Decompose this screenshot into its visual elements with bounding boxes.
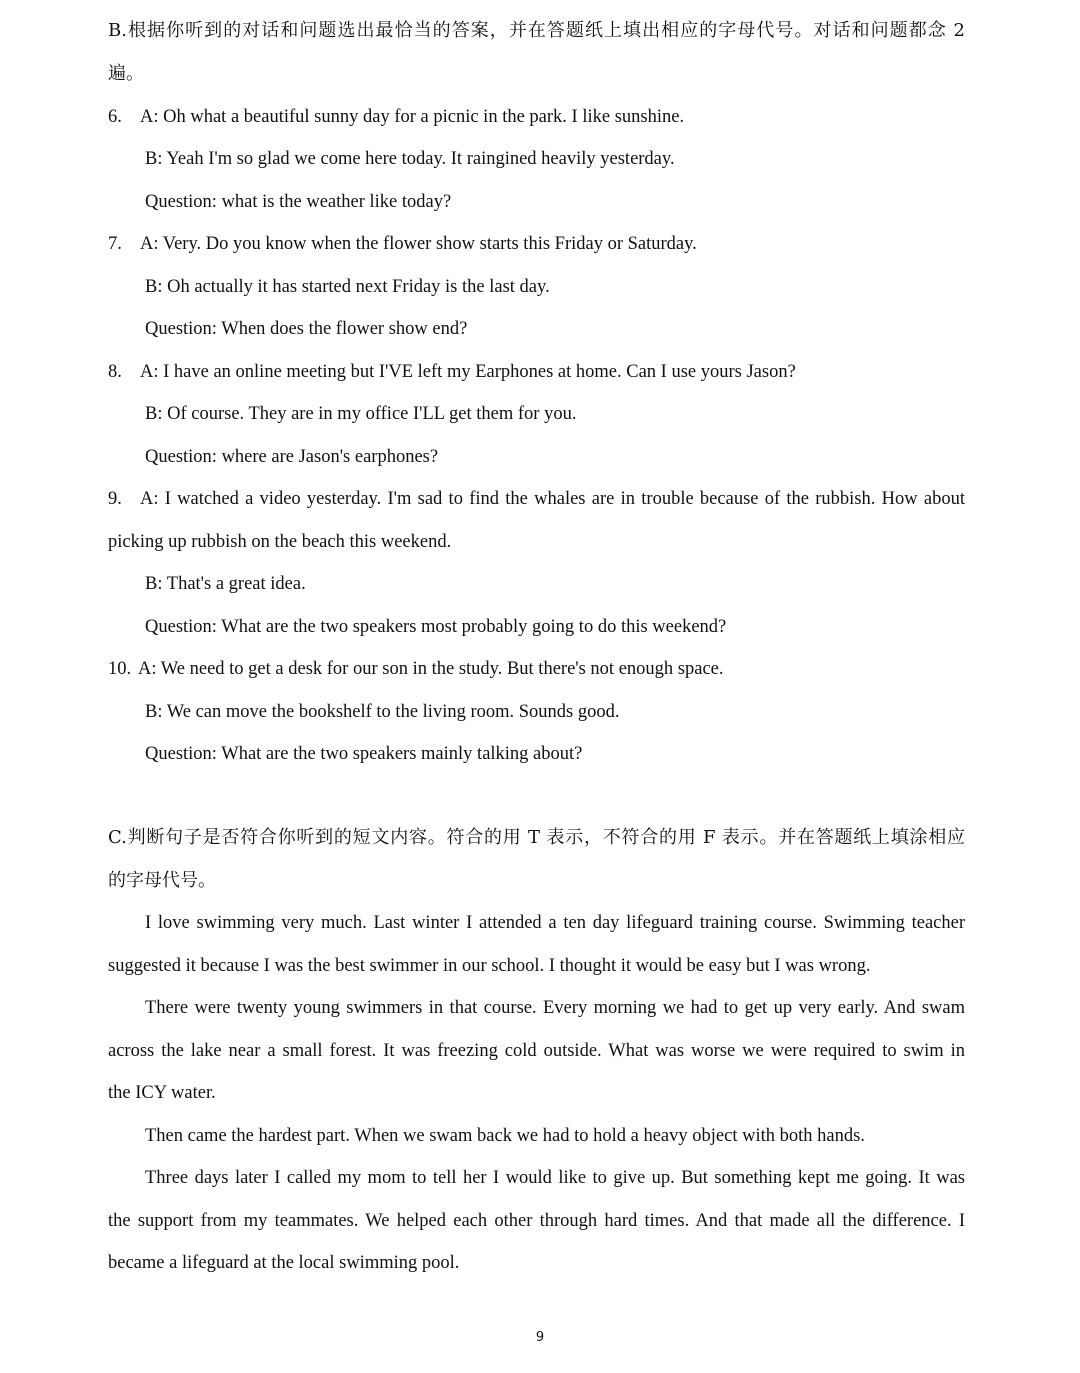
dialogue-8-question: Question: where are Jason's earphones? bbox=[145, 447, 439, 467]
passage-p4-line1: Three days later I called my mom to tell her I would like to give up. But something kept me going. It was bbox=[145, 1168, 965, 1188]
dialogue-7-line-a bbox=[108, 231, 697, 257]
passage-p2-line3: the ICY water. bbox=[108, 1083, 216, 1103]
dialogue-line: A: We need to get a desk for our son in the study. But there's not enough space. bbox=[138, 659, 724, 679]
section-b-instruction-line2: 遍。 bbox=[108, 63, 144, 84]
dialogue-line: A: Oh what a beautiful sunny day for a picnic in the park. I like sunshine. bbox=[140, 107, 685, 127]
dialogue-8-line-a bbox=[108, 359, 796, 385]
dialogue-9-line-b: B: That's a great idea. bbox=[145, 574, 306, 594]
passage-p4-line2: the support from my teammates. We helped each other through hard times. And that made all the difference. I bbox=[108, 1211, 965, 1231]
item-number: 6. bbox=[108, 107, 122, 127]
item-number: 10. bbox=[108, 659, 132, 679]
section-c-instruction-line1: C.判断句子是否符合你听到的短文内容。符合的用 T 表示，不符合的用 F 表示。并在答题纸上填涂相应 bbox=[108, 827, 965, 848]
dialogue-6-question: Question: what is the weather like today? bbox=[145, 192, 452, 212]
item-number: 9. bbox=[108, 489, 122, 509]
section-c-instruction-line2: 的字母代号。 bbox=[108, 870, 216, 891]
page-number: 9 bbox=[535, 1330, 545, 1345]
dialogue-line: A: Very. Do you know when the flower show starts this Friday or Saturday. bbox=[140, 234, 697, 254]
passage-p4-line3: became a lifeguard at the local swimming pool. bbox=[108, 1253, 460, 1273]
dialogue-line: A: I watched a video yesterday. I'm sad to find the whales are in trouble because of the rubbish. How about bbox=[140, 489, 965, 509]
item-number: 7. bbox=[108, 234, 122, 254]
section-b-instruction-line1: B.根据你听到的对话和问题选出最恰当的答案，并在答题纸上填出相应的字母代号。对话和问题都念 2 bbox=[108, 20, 965, 41]
dialogue-9-line-a bbox=[108, 486, 965, 512]
passage-p2-line2: across the lake near a small forest. It was freezing cold outside. What was worse we were required to swim in bbox=[108, 1041, 965, 1061]
dialogue-9-question: Question: What are the two speakers most probably going to do this weekend? bbox=[145, 617, 727, 637]
dialogue-6-line-b: B: Yeah I'm so glad we come here today. It raingined heavily yesterday. bbox=[145, 149, 675, 169]
passage-p1-line2: suggested it because I was the best swimmer in our school. I thought it would be easy but I was wrong. bbox=[108, 956, 871, 976]
dialogue-10-line-b: B: We can move the bookshelf to the living room. Sounds good. bbox=[145, 702, 620, 722]
item-number: 8. bbox=[108, 362, 122, 382]
dialogue-10-question: Question: What are the two speakers mainly talking about? bbox=[145, 744, 583, 764]
dialogue-line: A: I have an online meeting but I'VE left my Earphones at home. Can I use yours Jason? bbox=[140, 362, 796, 382]
passage-p2-line1: There were twenty young swimmers in that course. Every morning we had to get up very early. And swam bbox=[145, 998, 965, 1018]
passage-p3-line1: Then came the hardest part. When we swam back we had to hold a heavy object with both hands. bbox=[145, 1126, 865, 1146]
dialogue-6-line-a bbox=[108, 104, 684, 130]
passage-p1-line1: I love swimming very much. Last winter I attended a ten day lifeguard training course. Swimming teacher bbox=[145, 913, 965, 933]
dialogue-8-line-b: B: Of course. They are in my office I'LL get them for you. bbox=[145, 404, 577, 424]
dialogue-9-line-a-continued: picking up rubbish on the beach this weekend. bbox=[108, 532, 452, 552]
dialogue-7-question: Question: When does the flower show end? bbox=[145, 319, 468, 339]
dialogue-7-line-b: B: Oh actually it has started next Friday is the last day. bbox=[145, 277, 550, 297]
dialogue-10-line-a bbox=[108, 656, 724, 682]
